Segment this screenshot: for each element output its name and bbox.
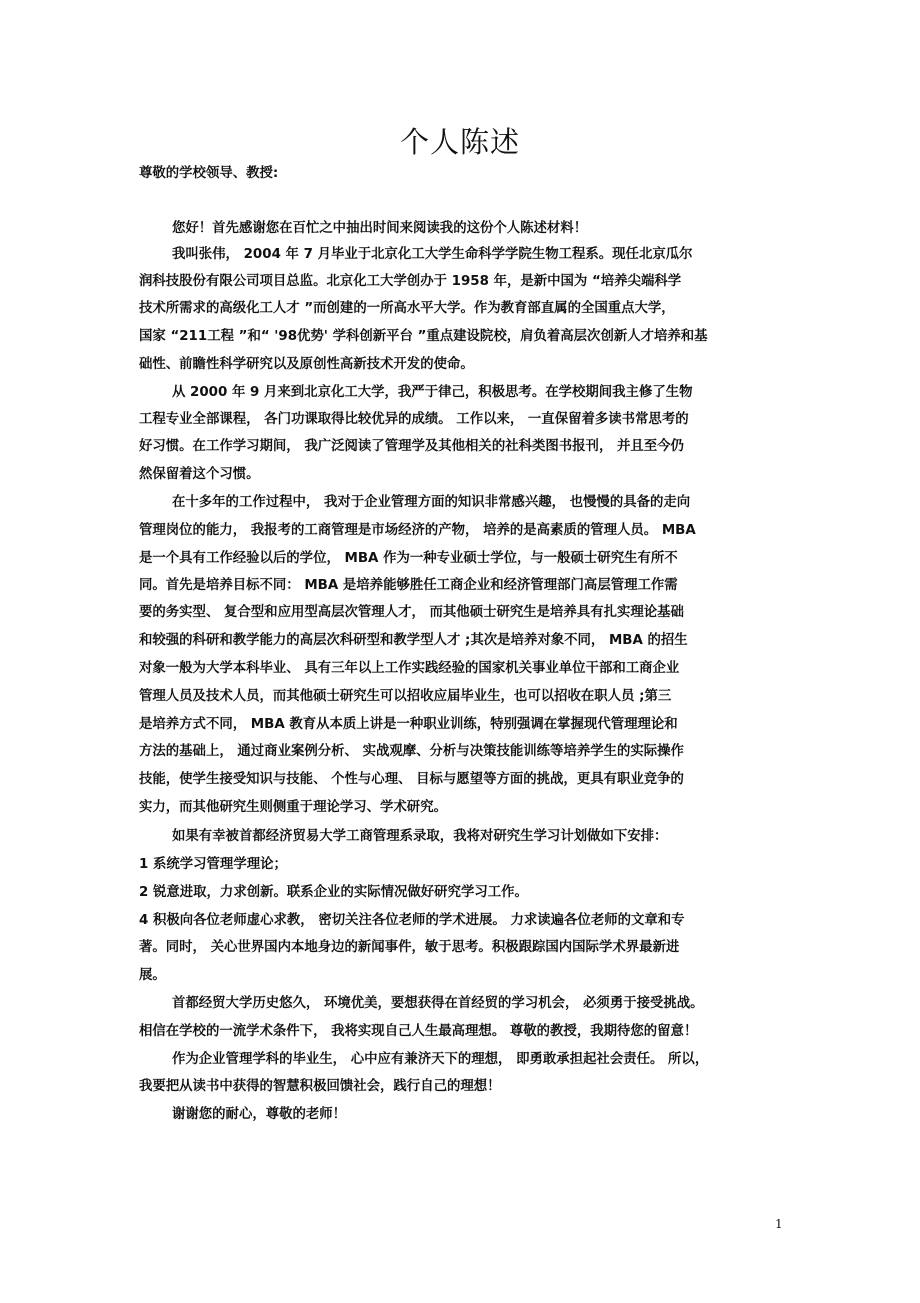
text-line: 和较强的科研和教学能力的高层次科研型和教学型人才 ;其次是培养对象不同， MBA 的招生 <box>139 633 688 648</box>
text-line: 您好！首先感谢您在百忙之中抽出时间来阅读我的这份个人陈述材料！ <box>172 221 588 236</box>
page-title: 个人陈述 <box>399 125 520 159</box>
text-line: 工程专业全部课程， 各门功课取得比较优异的成绩。 工作以来， 一直保留着多读书常思考的 <box>139 412 689 427</box>
text-line: 对象一般为大学本科毕业、 具有三年以上工作实践经验的国家机关事业单位干部和工商企业 <box>139 661 680 676</box>
text-line: 技术所需求的高级化工人才 ”而创建的一所高水平大学。作为教育部直属的全国重点大学， <box>139 301 675 316</box>
text-line: 1 系统学习管理学理论； <box>139 857 287 872</box>
page-number: 1 <box>775 1217 783 1231</box>
text-line: 实力，而其他研究生则侧重于理论学习、学术研究。 <box>139 800 447 815</box>
text-line: 在十多年的工作过程中， 我对于企业管理方面的知识非常感兴趣， 也慢慢的具备的走向 <box>172 495 691 510</box>
text-line: 管理岗位的能力， 我报考的工商管理是市场经济的产物， 培养的是高素质的管理人员。 MBA <box>139 523 696 538</box>
text-line: 相信在学校的一流学术条件下， 我将实现自己人生最高理想。 尊敬的教授，我期待您的留意！ <box>139 1024 698 1039</box>
text-line: 2 锐意进取，力求创新。联系企业的实际情况做好研究学习工作。 <box>139 885 528 900</box>
text-line: 首都经贸大学历史悠久， 环境优美，要想获得在首经贸的学习机会， 必须勇于接受挑战。 <box>172 996 704 1011</box>
text-line: 要的务实型、 复合型和应用型高层次管理人才， 而其他硕士研究生是培养具有扎实理论基础 <box>139 605 684 620</box>
text-line: 润科技股份有限公司项目总监。北京化工大学创办于 1958 年，是新中国为 “培养尖端科学 <box>139 274 682 289</box>
text-line: 然保留着这个习惯。 <box>139 467 260 482</box>
text-line: 展。 <box>139 968 166 983</box>
text-line: 方法的基础上， 通过商业案例分析、 实战观摩、分析与决策技能训练等培养学生的实际操作 <box>139 744 684 759</box>
text-line: 我叫张伟， 2004 年 7 月毕业于北京化工大学生命科学学院生物工程系。现任北京瓜尔 <box>172 247 693 262</box>
text-line: 管理人员及技术人员，而其他硕士研究生可以招收应届毕业生，也可以招收在职人员 ;第三 <box>139 689 672 704</box>
text-line: 同。首先是培养目标不同： MBA 是培养能够胜任工商企业和经济管理部门高层管理工作需 <box>139 578 678 593</box>
text-line: 谢谢您的耐心，尊敬的老师！ <box>172 1107 347 1122</box>
text-line: 作为企业管理学科的毕业生， 心中应有兼济天下的理想， 即勇敢承担起社会责任。 所以， <box>172 1052 709 1067</box>
text-line: 技能，使学生接受知识与技能、 个性与心理、 目标与愿望等方面的挑战，更具有职业竞争的 <box>139 772 684 787</box>
text-line: 尊敬的学校领导、教授: <box>139 166 279 181</box>
text-line: 著。同时， 关心世界国内本地身边的新闻事件，敏于思考。积极跟踪国内国际学术界最新进 <box>139 940 680 955</box>
text-line: 础性、前瞻性科学研究以及原创性高新技术开发的使命。 <box>139 357 474 372</box>
text-line: 我要把从读书中获得的智慧积极回馈社会，践行自己的理想！ <box>139 1079 501 1094</box>
text-line: 从 2000 年 9 月来到北京化工大学，我严于律己，积极思考。在学校期间我主修了生物 <box>172 385 693 400</box>
text-line: 国家 “211工程 ”和“ '98优势' 学科创新平台 ”重点建设院校，肩负着高层次创新人才培养和基 <box>139 329 708 344</box>
text-line: 4 积极向各位老师虚心求教， 密切关注各位老师的学术进展。 力求读遍各位老师的文章和专 <box>139 913 685 928</box>
text-line: 是一个具有工作经验以后的学位， MBA 作为一种专业硕士学位，与一般硕士研究生有所不 <box>139 551 678 566</box>
text-line: 如果有幸被首都经济贸易大学工商管理系录取，我将对研究生学习计划做如下安排： <box>172 829 668 844</box>
text-line: 好习惯。在工作学习期间， 我广泛阅读了管理学及其他相关的社科类图书报刊， 并且至今仍 <box>139 439 684 454</box>
text-line: 是培养方式不同， MBA 教育从本质上讲是一种职业训练，特别强调在掌握现代管理理论和 <box>139 717 678 732</box>
